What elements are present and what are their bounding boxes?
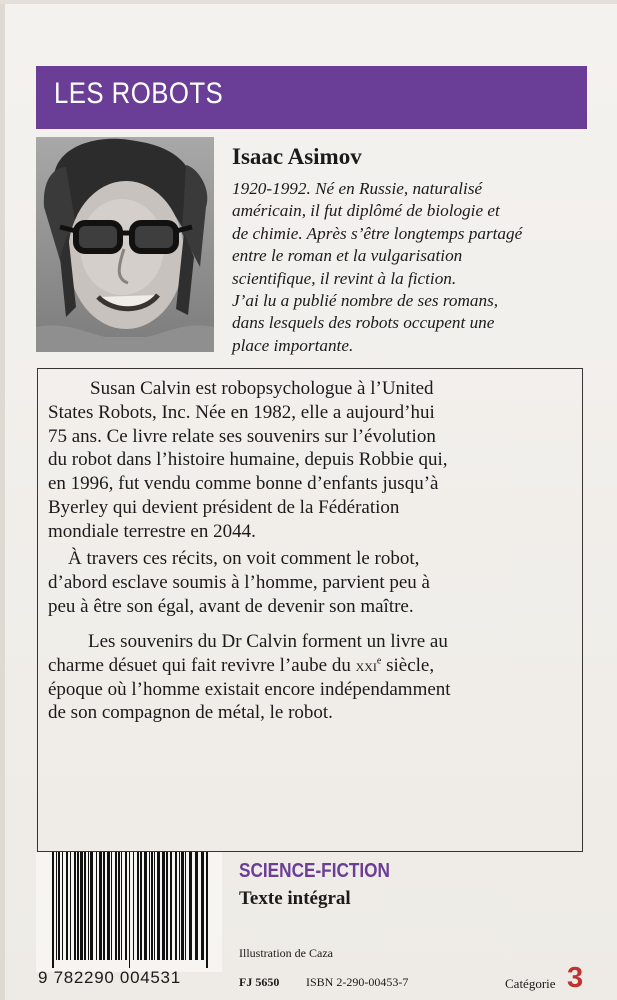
barcode-bar	[179, 852, 180, 960]
barcode-bar	[80, 852, 83, 960]
category-label: Catégorie	[505, 976, 556, 991]
barcode-bar	[129, 852, 130, 968]
barcode-bar	[133, 852, 134, 960]
text-line: du robot dans l’histoire humaine, depuis Robbie qui,	[48, 449, 448, 471]
barcode-bar	[70, 852, 71, 960]
barcode-bar	[58, 852, 60, 960]
barcode-bar	[121, 852, 122, 960]
cover-edge-left	[0, 0, 5, 1000]
text-line: À travers ces récits, on voit comment le robot,	[68, 548, 420, 569]
synopsis-paragraph-2	[48, 547, 528, 618]
barcode-bar	[189, 852, 192, 960]
synopsis-paragraph-1	[48, 377, 528, 544]
cover-edge-top	[0, 0, 617, 4]
text-line	[48, 654, 528, 678]
barcode-bar	[115, 852, 117, 960]
barcode-bar	[56, 852, 57, 960]
barcode-bar	[157, 852, 160, 960]
barcode-bar	[107, 852, 110, 960]
text-segment: charme désuet qui fait revivre l’aube du	[48, 654, 356, 676]
synopsis-paragraph-3	[48, 630, 528, 725]
author-photo	[36, 137, 214, 352]
barcode-bar	[118, 852, 120, 960]
barcode-bar	[74, 852, 76, 960]
barcode-bar	[52, 852, 54, 968]
barcode-bar	[166, 852, 168, 960]
barcode-bar	[175, 852, 177, 960]
barcode-bar	[181, 852, 184, 960]
bio-line: de chimie. Après s’être longtemps partagé	[232, 223, 523, 243]
catalog-code: FJ 5650	[239, 975, 280, 989]
barcode-digits: 9 782290 004531	[38, 968, 181, 987]
text-line: en 1996, fut vendu comme bonne d’enfants jusqu’à	[48, 473, 439, 495]
genre-label: SCIENCE-FICTION	[239, 860, 390, 882]
bio-line: place importante.	[232, 335, 354, 355]
text-line: d’abord esclave soumis à l’homme, parvient peu à	[48, 571, 430, 593]
barcode-bar	[96, 852, 97, 960]
barcode-bar	[137, 852, 139, 960]
barcode-bar	[62, 852, 63, 960]
barcode-bar	[144, 852, 147, 960]
bio-line: 1920-1992. Né en Russie, naturalisé	[232, 179, 483, 198]
barcode	[36, 852, 222, 972]
barcode-bar	[77, 852, 79, 960]
barcode-bar	[170, 852, 172, 960]
barcode-bar	[201, 852, 204, 960]
barcode-bar	[195, 852, 198, 960]
barcode-bar	[66, 852, 68, 960]
barcode-bar	[90, 852, 93, 960]
barcode-bar	[99, 852, 102, 960]
bio-line: J’ai lu a publié nombre de ses romans,	[232, 291, 499, 311]
barcode-bar	[103, 852, 105, 960]
barcode-bar	[185, 852, 186, 960]
illustration-credit: Illustration de Caza	[239, 946, 333, 960]
text-line: époque où l’homme existait encore indépendamment	[48, 678, 451, 700]
barcode-bar	[125, 852, 127, 960]
text-line: Les souvenirs du Dr Calvin forment un livre au	[88, 631, 448, 652]
bio-line: entre le roman et la vulgarisation	[232, 246, 463, 266]
text-line: de son compagnon de métal, le robot.	[48, 702, 333, 724]
barcode-bar	[149, 852, 150, 960]
author-bio	[232, 178, 592, 357]
barcode-bar	[151, 852, 153, 960]
isbn: ISBN 2-290-00453-7	[306, 975, 409, 989]
bio-line: dans lesquels des robots occupent une	[232, 313, 495, 333]
author-name: Isaac Asimov	[232, 144, 362, 169]
barcode-bar	[88, 852, 89, 960]
barcode-bar	[140, 852, 142, 960]
barcode-bar	[111, 852, 112, 960]
century-numeral: xxi	[355, 655, 377, 675]
series-title: LES ROBOTS	[54, 77, 224, 110]
text-line: peu à être son égal, avant de devenir son maître.	[48, 595, 414, 617]
barcode-bar	[154, 852, 155, 960]
text-line: 75 ans. Ce livre relate ses souvenirs sur l’évolution	[48, 425, 436, 447]
text-line: Byerley qui devient président de la Fédération	[48, 496, 400, 518]
barcode-bar	[162, 852, 165, 960]
bio-line: américain, il fut diplômé de biologie et	[232, 201, 500, 221]
text-line: mondiale terrestre en 2044.	[48, 520, 256, 542]
text-segment: siècle,	[381, 654, 435, 676]
text-line: States Robots, Inc. Née en 1982, elle a aujourd’hui	[48, 401, 435, 423]
barcode-bar	[84, 852, 86, 960]
bio-line: scientifique, il revint à la fiction.	[232, 268, 457, 288]
century-superscript: e	[376, 655, 382, 667]
text-line: Susan Calvin est robopsychologue à l’United	[90, 378, 434, 399]
barcode-bar	[206, 852, 208, 968]
edition-label: Texte intégral	[239, 888, 351, 909]
title-band	[36, 66, 587, 129]
category-number: 3	[567, 962, 584, 994]
